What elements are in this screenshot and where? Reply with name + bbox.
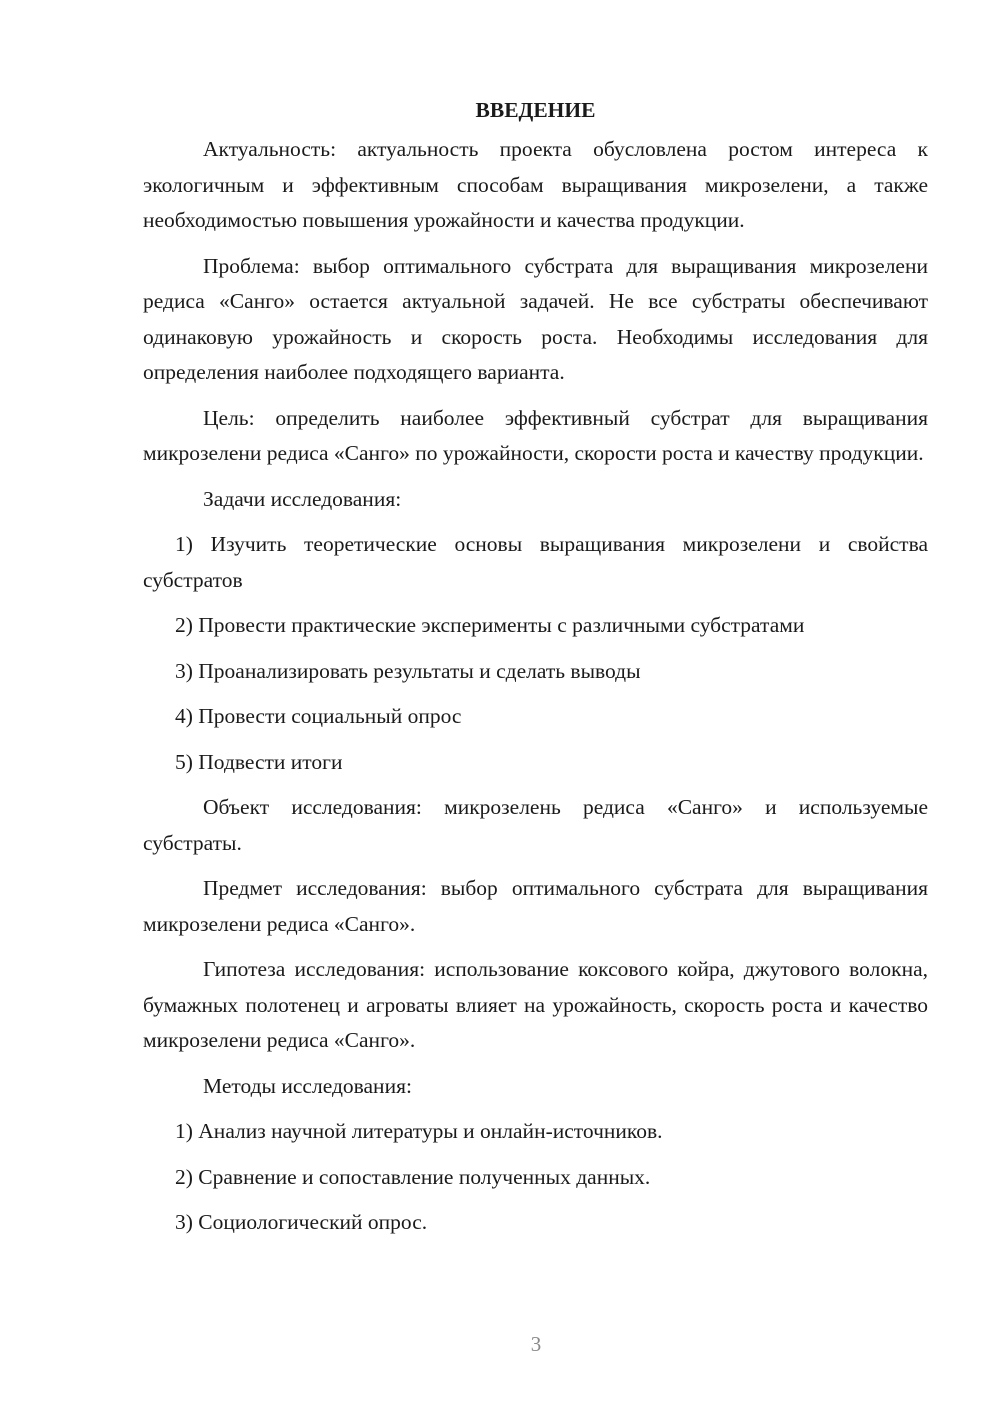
paragraph-methods-heading: Методы исследования:	[203, 1073, 412, 1098]
method-item-1: 1) Анализ научной литературы и онлайн-источников.	[175, 1119, 663, 1143]
method-item-2: 2) Сравнение и сопоставление полученных данных.	[175, 1164, 651, 1189]
paragraph-goal: Цель: определить наиболее эффективный субстрат для выращивания микрозелени редиса «Санго» по урожайности, скорости роста и качеству продукции.	[143, 405, 928, 465]
paragraph-hypothesis: Гипотеза исследования: использование коксового койра, джутового волокна, бумажных полотенец и агроваты влияет на урожайность, скорость роста и качество микрозелени редиса «Санго».	[143, 957, 928, 1052]
document-page	[143, 92, 928, 1251]
task-item-3: 3) Проанализировать результаты и сделать выводы	[175, 658, 641, 683]
task-item-1: 1) Изучить теоретические основы выращивания микрозелени и свойства субстратов	[143, 532, 928, 592]
method-item-3: 3) Социологический опрос.	[175, 1210, 428, 1234]
paragraph-problem: Проблема: выбор оптимального субстрата для выращивания микрозелени редиса «Санго» остается актуальной задачей. Не все субстраты обеспечивают одинаковую урожайность и скорость роста. Необходимы исследования для определения наиболее подходящего варианта.	[143, 253, 928, 384]
paragraph-relevance: Актуальность: актуальность проекта обусловлена ростом интереса к экологичным и эффективным способам выращивания микрозелени, а также необходимостью повышения урожайности и качества продукции.	[143, 137, 928, 232]
task-item-5: 5) Подвести итоги	[175, 749, 343, 774]
page-number: 3	[530, 1332, 542, 1356]
task-item-4: 4) Провести социальный опрос	[175, 704, 462, 728]
paragraph-object: Объект исследования: микрозелень редиса «Санго» и используемые субстраты.	[143, 795, 928, 855]
paragraph-tasks-heading: Задачи исследования:	[203, 486, 402, 511]
task-item-2: 2) Провести практические эксперименты с различными субстратами	[175, 613, 805, 637]
document-title: ВВЕДЕНИЕ	[475, 98, 596, 122]
paragraph-subject: Предмет исследования: выбор оптимального субстрата для выращивания микрозелени редиса «Санго».	[143, 876, 928, 936]
